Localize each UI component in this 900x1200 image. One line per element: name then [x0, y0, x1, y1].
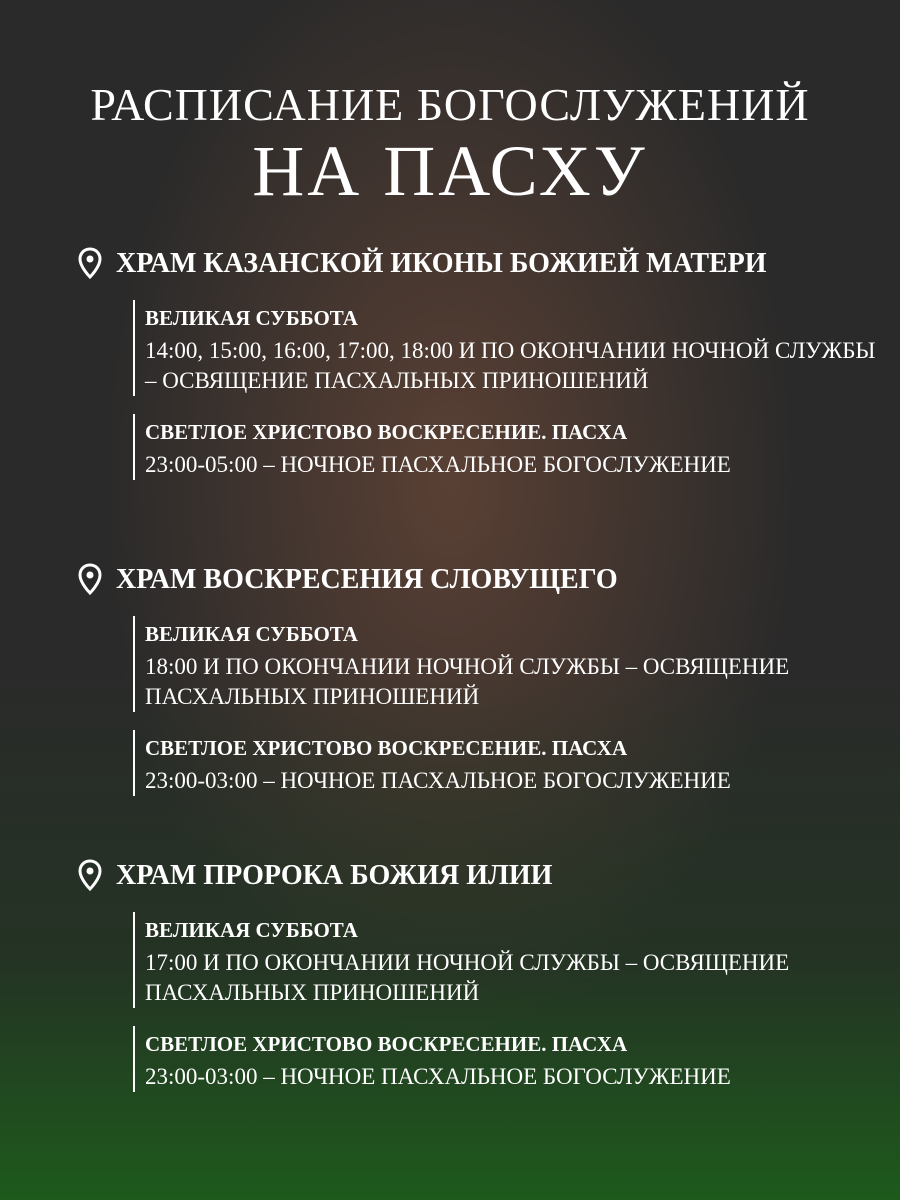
temple-name: ХРАМ ПРОРОКА БОЖИЯ ИЛИИ: [116, 860, 553, 891]
service-day: ВЕЛИКАЯ СУББОТА: [145, 306, 358, 330]
temple-name: ХРАМ КАЗАНСКОЙ ИКОНЫ БОЖИЕЙ МАТЕРИ: [116, 248, 767, 279]
service-details: 18:00 И ПО ОКОНЧАНИИ НОЧНОЙ СЛУЖБЫ – ОСВЯЩЕНИЕ ПАСХАЛЬНЫХ ПРИНОШЕНИЙ: [145, 654, 790, 709]
temple-section: [78, 858, 878, 1092]
service-details: 23:00-03:00 – НОЧНОЕ ПАСХАЛЬНОЕ БОГОСЛУЖЕНИЕ: [145, 1064, 731, 1089]
service-day: ВЕЛИКАЯ СУББОТА: [145, 622, 358, 646]
title-line-2: НА ПАСХУ: [252, 131, 648, 211]
location-pin-icon: [78, 563, 102, 597]
service-details: 23:00-03:00 – НОЧНОЕ ПАСХАЛЬНОЕ БОГОСЛУЖЕНИЕ: [145, 768, 731, 793]
title-line-1: РАСПИСАНИЕ БОГОСЛУЖЕНИЙ: [90, 79, 810, 130]
location-pin-icon: [78, 859, 102, 893]
service-day: СВЕТЛОЕ ХРИСТОВО ВОСКРЕСЕНИЕ. ПАСХА: [145, 420, 628, 444]
temple-section: [78, 562, 878, 796]
service-day: ВЕЛИКАЯ СУББОТА: [145, 918, 358, 942]
temple-section: [78, 246, 878, 480]
location-pin-icon: [78, 247, 102, 281]
temple-name: ХРАМ ВОСКРЕСЕНИЯ СЛОВУЩЕГО: [116, 564, 618, 595]
service-day: СВЕТЛОЕ ХРИСТОВО ВОСКРЕСЕНИЕ. ПАСХА: [145, 736, 628, 760]
service-details: 23:00-05:00 – НОЧНОЕ ПАСХАЛЬНОЕ БОГОСЛУЖЕНИЕ: [145, 452, 731, 477]
service-details: 14:00, 15:00, 16:00, 17:00, 18:00 И ПО ОКОНЧАНИИ НОЧНОЙ СЛУЖБЫ – ОСВЯЩЕНИЕ ПАСХАЛЬНЫХ ПРИНОШЕНИЙ: [145, 338, 876, 393]
service-day: СВЕТЛОЕ ХРИСТОВО ВОСКРЕСЕНИЕ. ПАСХА: [145, 1032, 628, 1056]
service-details: 17:00 И ПО ОКОНЧАНИИ НОЧНОЙ СЛУЖБЫ – ОСВЯЩЕНИЕ ПАСХАЛЬНЫХ ПРИНОШЕНИЙ: [145, 950, 790, 1005]
